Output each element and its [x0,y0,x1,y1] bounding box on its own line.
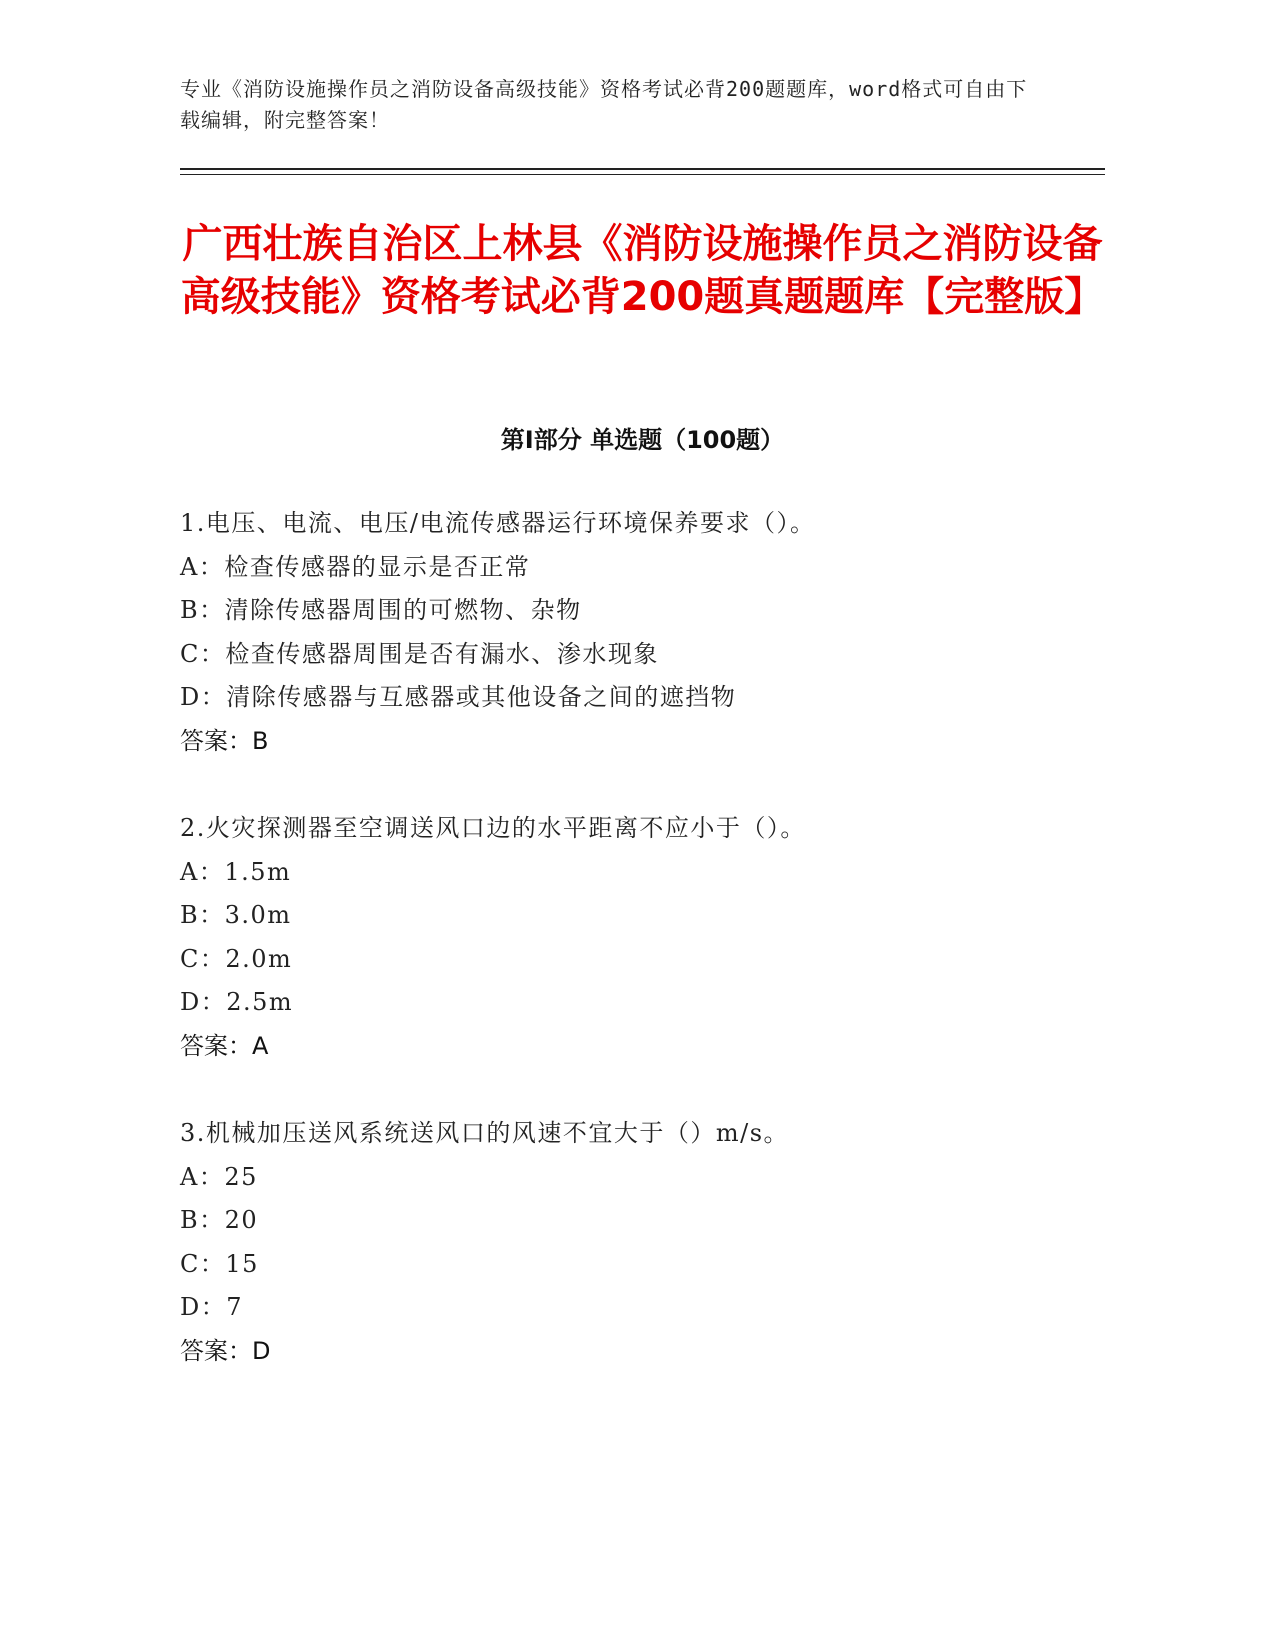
option-a: A：25 [180,1162,258,1191]
option-a: A：1.5m [180,857,292,886]
option-d: D：7 [180,1293,244,1321]
header-divider-thick [180,168,1105,170]
answer-line: 答案：B [180,726,269,755]
option-d: D：清除传感器与互感器或其他设备之间的遮挡物 [180,683,737,711]
header-note: 专业《消防设施操作员之消防设备高级技能》资格考试必背200题题库，word格式可自由下载编辑，附完整答案！ [180,77,1028,132]
question-text: 3.机械加压送风系统送风口的风速不宜大于（）m/s。 [180,1119,790,1147]
option-d: D：2.5m [180,988,294,1016]
question-block [180,1112,1105,1373]
option-b: B：20 [180,1206,259,1234]
option-c: C：检查传感器周围是否有漏水、渗水现象 [180,639,659,668]
option-b: B：3.0m [180,901,292,929]
section-heading: 第Ⅰ部分 单选题（100题） [500,426,785,454]
question-block [180,502,1105,763]
option-b: B：清除传感器周围的可燃物、杂物 [180,596,582,624]
option-c: C：2.0m [180,944,293,973]
option-c: C：15 [180,1249,259,1278]
document-title: 广西壮族自治区上林县《消防设施操作员之消防设备高级技能》资格考试必背200题真题题库【完整版】 [180,221,1105,320]
question-text: 2.火灾探测器至空调送风口边的水平距离不应小于（）。 [180,814,806,842]
answer-line: 答案：D [180,1336,271,1365]
answer-line: 答案：A [180,1031,269,1060]
question-text: 1.电压、电流、电压/电流传感器运行环境保养要求（）。 [180,509,816,537]
option-a: A：检查传感器的显示是否正常 [180,552,531,581]
question-block [180,807,1105,1068]
header-divider-thin [180,174,1105,175]
